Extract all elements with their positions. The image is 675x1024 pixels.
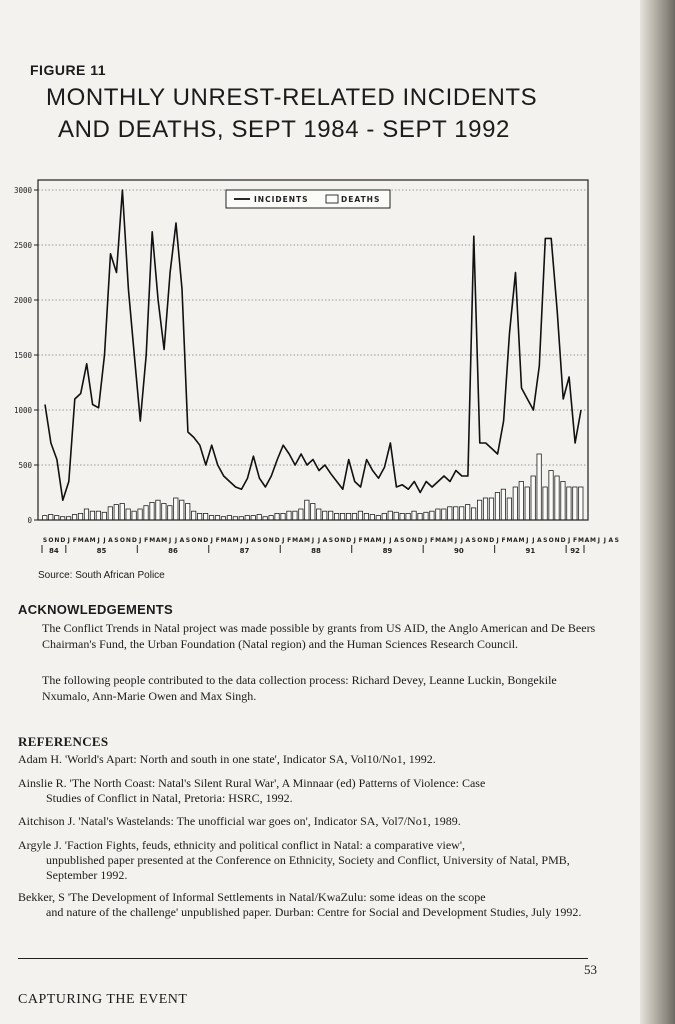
month-tick-label: S — [543, 537, 548, 544]
acknowledgements-paragraph-1: The Conflict Trends in Natal project was made possible by grants from US AID, the Anglo American and De Beers Chairman's Fund, the Urban Foundation (Natal region) and the Human Sciences Research Council. — [42, 621, 596, 651]
page-edge — [640, 0, 675, 1024]
month-tick-label: J — [174, 537, 178, 544]
reference-continuation: unpublished paper presented at the Conference on Ethnicity, Society and Conflict, University of Natal, PMB, September 1992. — [46, 853, 570, 882]
deaths-bar — [227, 516, 231, 520]
month-tick-label: F — [144, 537, 149, 544]
deaths-bar — [561, 482, 565, 521]
page-number: 53 — [584, 962, 597, 977]
reference-continuation: Studies of Conflict in Natal, Pretoria: HSRC, 1992. — [46, 791, 293, 805]
year-tick-label: 86 — [168, 547, 178, 555]
month-tick-label: A — [441, 537, 447, 544]
deaths-bar — [364, 513, 368, 520]
deaths-bar — [209, 516, 213, 520]
deaths-bar — [257, 515, 261, 521]
month-tick-label: J — [240, 537, 243, 544]
deaths-bar — [126, 509, 130, 520]
month-tick-label: M — [220, 537, 227, 544]
deaths-bar — [138, 509, 142, 520]
legend-deaths-swatch — [326, 195, 338, 203]
chart-legend — [226, 190, 390, 208]
month-tick-label: A — [394, 537, 399, 544]
deaths-bar — [525, 487, 529, 520]
running-footer-title: CAPTURING THE EVENT — [18, 992, 188, 1007]
deaths-bar — [102, 512, 106, 520]
month-tick-label: N — [54, 537, 60, 544]
month-tick-label: J — [67, 537, 70, 544]
deaths-bar — [471, 508, 475, 520]
acknowledgements-paragraph-2: The following people contributed to the data collection process: Richard Devey, Leanne Luckin, Bongekile Nxumalo, Ann-Marie Owen and Max Singh. — [42, 673, 557, 703]
y-tick-label: 2500 — [13, 241, 32, 250]
deaths-bar — [406, 513, 410, 520]
deaths-bar — [90, 511, 94, 520]
deaths-bar — [394, 512, 398, 520]
year-tick-label: 89 — [382, 547, 393, 555]
legend-incidents-label: INCIDENTS — [254, 195, 309, 204]
deaths-bar — [197, 513, 201, 520]
year-tick-label: 85 — [96, 547, 107, 555]
month-tick-label: A — [370, 537, 375, 544]
month-tick-label: J — [460, 537, 464, 544]
month-tick-label: J — [311, 537, 315, 544]
month-tick-label: A — [513, 537, 518, 544]
month-tick-label: S — [328, 537, 334, 544]
deaths-bar — [501, 489, 505, 520]
deaths-bar — [108, 507, 112, 520]
deaths-bar — [567, 487, 571, 520]
month-tick-label: M — [89, 537, 96, 544]
month-tick-label: N — [268, 537, 274, 544]
deaths-bar — [465, 505, 469, 520]
deaths-bar — [156, 500, 160, 520]
month-tick-label: J — [103, 537, 106, 544]
deaths-bar — [269, 516, 273, 520]
reference-item — [18, 838, 598, 883]
deaths-bar — [251, 516, 255, 520]
deaths-bar — [352, 513, 356, 520]
y-tick-label: 1500 — [13, 351, 32, 360]
deaths-bar — [358, 511, 362, 520]
deaths-bar — [114, 505, 118, 520]
figure-label: FIGURE 11 — [30, 62, 107, 78]
deaths-bar — [311, 504, 315, 521]
month-tick-label: A — [584, 537, 590, 544]
deaths-bar — [483, 498, 487, 520]
deaths-bar — [150, 502, 154, 520]
deaths-bar — [495, 493, 499, 521]
month-tick-label: M — [518, 537, 525, 544]
month-tick-label: A — [298, 537, 304, 544]
month-tick-label: J — [603, 537, 606, 544]
deaths-bar — [132, 511, 136, 520]
figure-title-line-2: AND DEATHS, SEPT 1984 - SEPT 1992 — [58, 116, 510, 143]
figure-title-line-1: MONTHLY UNREST-RELATED INCIDENTS — [46, 84, 538, 111]
reference-continuation: and nature of the challenge' unpublished paper. Durban: Centre for Social and Development Studies, July 1992. — [46, 905, 582, 919]
month-tick-label: D — [560, 537, 566, 544]
deaths-bar — [513, 487, 517, 520]
reference-text: Argyle J. 'Faction Fights, feuds, ethnicity and political conflict in Natal: a comparative view', — [18, 838, 465, 852]
month-tick-label: A — [84, 537, 89, 544]
deaths-bar — [305, 500, 309, 520]
month-tick-label: S — [185, 537, 191, 544]
deaths-bar — [215, 516, 219, 520]
month-tick-label: D — [203, 537, 209, 544]
month-tick-label: J — [532, 537, 535, 544]
month-tick-label: N — [197, 537, 203, 544]
year-tick-label: 84 — [49, 547, 59, 555]
deaths-bar — [460, 507, 464, 520]
incidents-line-layer — [45, 190, 581, 500]
month-tick-label: O — [548, 537, 554, 544]
month-tick-label: O — [262, 537, 268, 544]
month-tick-label: A — [179, 537, 185, 544]
month-tick-label: J — [168, 537, 172, 544]
month-tick-label: J — [210, 537, 213, 544]
deaths-bar — [424, 512, 428, 520]
references-heading: REFERENCES — [18, 734, 109, 749]
deaths-bar — [72, 515, 76, 521]
month-tick-label: O — [119, 537, 125, 544]
deaths-bar — [245, 516, 249, 520]
month-tick-label: M — [292, 537, 299, 544]
month-tick-label: A — [108, 537, 113, 544]
month-tick-label: F — [430, 537, 435, 544]
deaths-bar — [477, 500, 481, 520]
month-tick-label: O — [334, 537, 340, 544]
deaths-bar — [287, 511, 291, 520]
deaths-bar — [418, 513, 422, 520]
year-tick-label: 90 — [454, 547, 464, 555]
reference-text: Aitchison J. 'Natal's Wastelands: The unofficial war goes on', Indicator SA, Vol7/No1, 1989. — [18, 814, 461, 828]
month-tick-label: J — [97, 537, 100, 544]
month-tick-label: M — [446, 537, 453, 544]
month-tick-label: M — [363, 537, 370, 544]
month-tick-label: M — [232, 537, 239, 544]
month-tick-label: S — [114, 537, 119, 544]
deaths-bar — [537, 454, 541, 520]
month-tick-label: J — [526, 537, 529, 544]
deaths-bar — [382, 513, 386, 520]
deaths-bar — [543, 487, 547, 520]
month-tick-label: M — [375, 537, 382, 544]
deaths-bar — [412, 511, 416, 520]
month-tick-label: M — [435, 537, 442, 544]
month-tick-label: D — [131, 537, 137, 544]
month-tick-label: M — [161, 537, 168, 544]
chart-source: Source: South African Police — [38, 570, 165, 581]
month-tick-label: F — [287, 537, 292, 544]
deaths-bar — [507, 498, 511, 520]
month-tick-label: N — [554, 537, 560, 544]
month-tick-label: S — [42, 537, 48, 544]
month-tick-label: O — [477, 537, 483, 544]
month-tick-label: J — [246, 537, 249, 544]
month-tick-label: N — [340, 537, 346, 544]
month-tick-label: F — [72, 537, 77, 544]
deaths-bar — [340, 513, 344, 520]
legend-deaths-label: DEATHS — [341, 195, 381, 204]
deaths-bar — [120, 504, 124, 521]
reference-item — [18, 752, 598, 767]
incidents-deaths-chart — [0, 170, 640, 565]
deaths-bar — [144, 506, 148, 520]
month-tick-label: N — [483, 537, 489, 544]
y-tick-label: 2000 — [13, 296, 32, 305]
month-tick-label: J — [389, 537, 392, 544]
deaths-bar — [299, 509, 303, 520]
deaths-bar — [192, 511, 196, 520]
month-tick-label: O — [191, 537, 197, 544]
deaths-bar — [334, 513, 338, 520]
month-tick-label: O — [405, 537, 411, 544]
deaths-bar — [531, 476, 535, 520]
month-tick-label: J — [567, 537, 571, 544]
deaths-bar — [281, 513, 285, 520]
deaths-bar — [168, 506, 172, 520]
month-tick-label: F — [358, 537, 363, 544]
year-tick-label: 87 — [239, 547, 250, 555]
month-tick-label: N — [411, 537, 417, 544]
deaths-bar — [84, 509, 88, 520]
deaths-bar — [579, 487, 583, 520]
plot-frame — [38, 180, 588, 520]
deaths-bar — [174, 498, 178, 520]
deaths-bar — [43, 516, 47, 520]
y-tick-label: 500 — [18, 461, 32, 470]
deaths-bar — [489, 498, 493, 520]
month-tick-label: J — [353, 537, 356, 544]
year-tick-label: 88 — [311, 547, 321, 555]
deaths-bar — [328, 511, 332, 520]
deaths-bar — [293, 511, 297, 520]
reference-item — [18, 890, 598, 920]
month-tick-label: D — [346, 537, 352, 544]
month-tick-label: J — [317, 537, 321, 544]
deaths-bar — [186, 504, 190, 521]
month-tick-label: F — [501, 537, 506, 544]
month-tick-label: F — [215, 537, 220, 544]
month-tick-label: S — [257, 537, 262, 544]
deaths-bar — [96, 511, 100, 520]
deaths-bar — [436, 509, 440, 520]
y-tick-label: 1000 — [13, 406, 32, 415]
deaths-bar — [573, 487, 577, 520]
month-tick-label: M — [77, 537, 84, 544]
deaths-bar — [346, 513, 350, 520]
incidents-line — [45, 190, 581, 500]
month-tick-label: N — [125, 537, 131, 544]
deaths-bar — [442, 509, 446, 520]
month-tick-label: A — [251, 537, 256, 544]
deaths-bar — [180, 500, 184, 520]
month-tick-label: J — [454, 537, 458, 544]
deaths-bar — [55, 516, 59, 520]
month-tick-label: J — [282, 537, 285, 544]
month-tick-label: A — [537, 537, 542, 544]
month-tick-label: D — [60, 537, 66, 544]
deaths-bars — [43, 454, 583, 520]
deaths-bar — [203, 513, 207, 520]
month-tick-label: A — [322, 537, 328, 544]
footer-rule — [18, 958, 588, 959]
deaths-bar — [519, 482, 523, 521]
y-tick-label: 0 — [27, 516, 32, 525]
month-tick-label: F — [573, 537, 578, 544]
month-tick-label: S — [400, 537, 405, 544]
reference-item — [18, 814, 598, 829]
month-tick-label: M — [506, 537, 513, 544]
deaths-bar — [430, 511, 434, 520]
month-tick-label: J — [496, 537, 499, 544]
deaths-bar — [448, 507, 452, 520]
chart-gridlines — [38, 190, 588, 465]
deaths-bar — [400, 513, 404, 520]
month-tick-label: D — [489, 537, 495, 544]
acknowledgements-heading: ACKNOWLEDGEMENTS — [18, 602, 174, 617]
month-tick-label: M — [589, 537, 596, 544]
deaths-bar — [317, 509, 321, 520]
month-tick-label: O — [48, 537, 54, 544]
deaths-bar — [78, 513, 82, 520]
reference-item — [18, 776, 598, 806]
month-tick-label: A — [155, 537, 161, 544]
reference-text: Bekker, S 'The Development of Informal Settlements in Natal/KwaZulu: some ideas on the scope — [18, 890, 486, 904]
month-tick-label: M — [304, 537, 311, 544]
reference-text: Adam H. 'World's Apart: North and south in one state', Indicator SA, Vol10/No1, 1992. — [18, 752, 436, 766]
year-tick-label: 92 — [570, 547, 580, 555]
month-tick-label: M — [149, 537, 156, 544]
deaths-bar — [549, 471, 553, 521]
month-tick-label: A — [227, 537, 232, 544]
month-tick-label: S — [471, 537, 476, 544]
month-tick-label: S — [614, 537, 619, 544]
deaths-bar — [49, 515, 53, 521]
y-tick-label: 3000 — [13, 186, 32, 195]
year-tick-label: 91 — [525, 547, 536, 555]
deaths-bar — [162, 504, 166, 521]
deaths-bar — [275, 513, 279, 520]
deaths-bar — [370, 515, 374, 521]
month-tick-label: M — [578, 537, 585, 544]
month-tick-label: J — [425, 537, 428, 544]
deaths-bar — [555, 476, 559, 520]
month-tick-label: A — [465, 537, 471, 544]
deaths-bar — [388, 511, 392, 520]
month-tick-label: A — [608, 537, 614, 544]
month-tick-label: D — [274, 537, 280, 544]
month-tick-label: J — [383, 537, 386, 544]
deaths-bar — [376, 516, 380, 520]
month-tick-label: J — [597, 537, 601, 544]
deaths-bar — [323, 511, 327, 520]
month-tick-label: D — [417, 537, 423, 544]
month-tick-label: J — [139, 537, 142, 544]
reference-text: Ainslie R. 'The North Coast: Natal's Silent Rural War', A Minnaar (ed) Patterns of Violence: Case — [18, 776, 486, 790]
deaths-bar — [454, 507, 458, 520]
